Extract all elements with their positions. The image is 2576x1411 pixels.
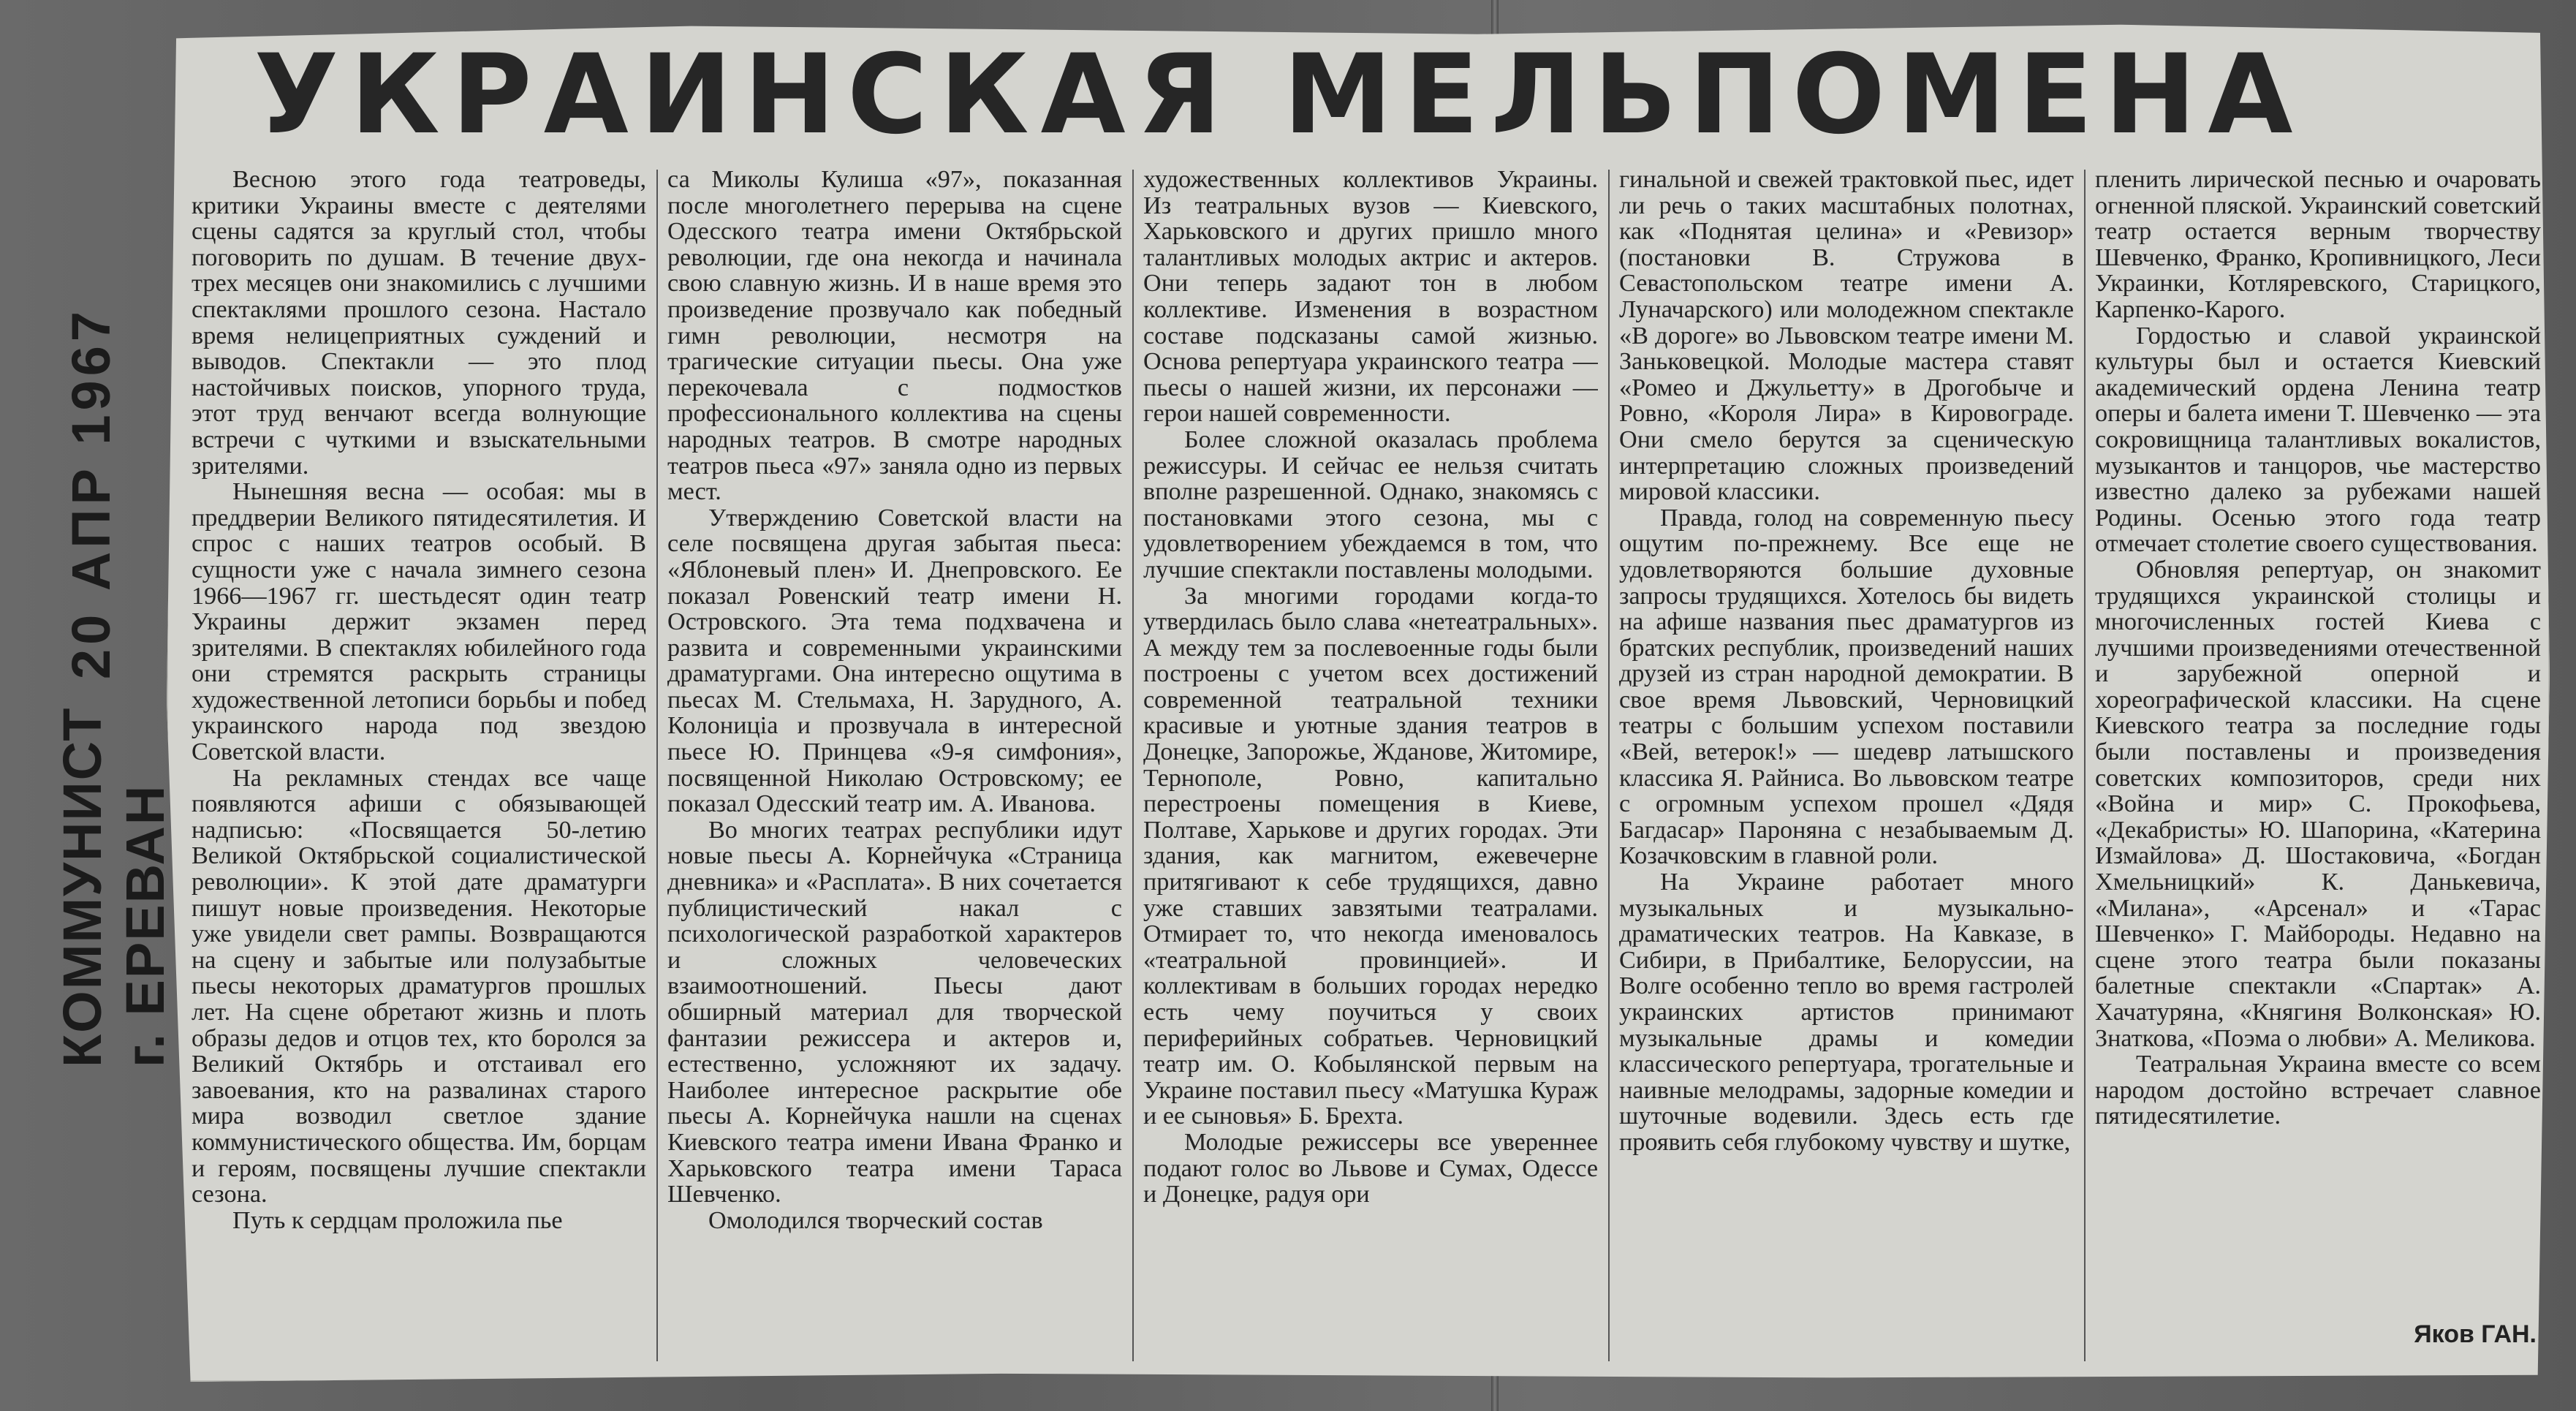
paragraph: художественных коллективов Украины. Из театральных вузов — Киевского, Харьковского и других пришло много талантливых молодых актрис и актеров. Они теперь задают тон в любом коллективе. Изменения в возрастном составе подсказаны самой жизнью. Основа репертуара украинского театра — пьесы о нашей жизни, их персонажи — герои нашей современности. [1143,167,1598,428]
paragraph: Правда, голод на современную пьесу ощутим по-прежнему. Все еще не удовлетворяются большие духовные запросы трудящихся. Хотелось бы видеть на афише названия пьес драматургов из братских республик, произведений наших друзей из стран народной демократии. В свое время Львовский, Черновицкий театры с большим успехом поставили «Вей, ветерок!» — шедевр латышского классика Я. Райниса. Во львовском театре с огромным успехом прошел «Дядя Багдасар» Пароняна с незабываемым Д. Козачковским в главной роли. [1619,504,2074,870]
paragraph: За многими городами когда-то утвердилась было слава «нетеатральных». А между тем за послевоенные годы были построены с учетом всех достижений современной театральной техники красивые и уютные здания театров в Донецке, Запорожье, Жданове, Житомире, Тернополе, Ровно, капитально перестроены помещения в Киеве, Полтаве, Харькове и других городах. Эти здания, как магнитом, ежевечерне притягивают к себе трудящихся, давно уже ставших завзятыми театралами. Отмирает то, что некогда именовалось «театральной провинцией». И коллективам в больших городах нередко есть чему поучиться у своих периферийных собратьев. Черновицкий театр им. О. Кобылянской первым на Украине поставил пьесу «Матушка Кураж и ее сыновья» Б. Брехта. [1143,582,1598,1130]
paragraph: пленить лирической песнью и очаровать огненной пляской. Украинский советский театр остается верным творчеству Шевченко, Франко, Кропивницкого, Леси Украинки, Котляревского, Старицкого, Карпенко-Карого. [2095,167,2541,323]
paragraph: Более сложной оказалась проблема режиссуры. И сейчас ее нельзя считать вполне разрешенной. Однако, знакомясь с постановками этого сезона, мы с удовлетворением убеждаемся в том, что лучшие спектакли поставлены молодыми. [1143,425,1598,583]
paragraph: Омолодился творческий состав [708,1206,1043,1234]
paragraph: Нынешняя весна — особая: мы в преддверии Великого пятидесятилетия. И спрос с наших театров особый. В сущности уже с начала зимнего сезона 1966—1967 гг. шестьдесят один театр Украины держит экзамен перед зрителями. В спектаклях юбилейного года они стремятся раскрыть страницы художественной летописи борьбы и побед украинского народа под звездою Советской власти. [192,478,646,766]
text-column-2 [667,167,1122,1366]
paragraph: Утверждению Советской власти на селе посвящена другая забытая пьеса: «Яблоневый плен» И. Днепровского. Ее показал Ровенский театр имени Н. Островского. Эта тема подхвачена и развита и современными украинскими драматургами. Она интересно ощутима в пьесах М. Стельмаха, Н. Зарудного, А. Колониціа и прозвучала в интересной пьесе Ю. Принцева «9-я симфония», посвященной Николаю Островскому; ее показал Одесский театр им. А. Иванова. [667,504,1122,818]
paragraph: са Миколы Кулиша «97», показанная после многолетнего перерыва на сцене Одесского театра имени Октябрьской революции, где она некогда и начинала свою славную жизнь. И в наше время это произведение прозвучало как победный гимн революции, несмотря на трагические ситуации пьесы. Она уже перекочевала с подмостков профессионального коллектива на сцены народных театров. В смотре народных театров пьеса «97» заняла одно из первых мест. [667,167,1122,506]
text-column-4 [1619,167,2074,1366]
paragraph: Гордостью и славой украинской культуры был и остается Киевский академический ордена Ленина театр оперы и балета имени Т. Шевченко — эта сокровищница талантливых вокалистов, музыкантов и танцоров, чье мастерство известно далеко за рубежами нашей Родины. Осенью этого года театр отмечает столетие своего существования. [2095,322,2541,558]
date-stamp: 20 АПР 1967 [61,307,121,680]
newspaper-stamp: КОММУНИСТ г. ЕРЕВАН [52,706,175,1067]
column-divider [2084,170,2086,1361]
column-divider [1608,170,1610,1361]
column-divider [1132,170,1134,1361]
article-body [192,167,2541,1366]
paragraph: Путь к сердцам проложила пье [232,1206,563,1234]
paragraph: На рекламных стендах все чаще появляются афиши с обязывающей надписью: «Посвящается 50-летию Великой Октябрьской социалистической революции». К этой дате драматурги пишут новые произведения. Некоторые уже увидели свет рампы. Возвращаются на сцену и забытые или полузабытые пьесы некоторых драматургов прошлых лет. На сцене обретают жизнь и плоть образы дедов и отцов тех, кто боролся за Великий Октябрь и отстаивал его завоевания, кто на развалинах старого мира возводил светлое здание коммунистического общества. Им, борцам и героям, посвящены лучшие спектакли сезона. [192,764,646,1208]
paragraph: Обновляя репертуар, он знакомит трудящихся украинской столицы и многочисленных гостей Киева с лучшими произведениями отечественной и зарубежной оперной и хореографической классики. На сцене Киевского театра за последние годы были поставлены и произведения советских композиторов, среди них «Война и мир» С. Прокофьева, «Декабристы» Ю. Шапорина, «Катерина Измайлова» Д. Шостаковича, «Богдан Хмельницкий» К. Данькевича, «Милана», «Арсенал» и «Тарас Шевченко» Г. Майбороды. Недавно на сцене этого театра были показаны балетные спектакли «Спартак» А. Хачатуряна, «Княгиня Волконская» Ю. Знаткова, «Поэма о любви» А. Меликова. [2095,556,2541,1052]
paragraph: Во многих театрах республики идут новые пьесы А. Корнейчука «Страница дневника» и «Расплата». В них сочетается публицистический накал с психологической разработкой характеров и сложных человеческих взаимоотношений. Пьесы дают обширный материал для творческой фантазии режиссера и актеров и, естественно, усложняют их задачу. Наиболее интересное раскрытие обе пьесы А. Корнейчука нашли на сценах Киевского театра имени Ивана Франко и Харьковского театра имени Тараса Шевченко. [667,816,1122,1208]
author-signature: Яков ГАН. [2414,1320,2537,1348]
text-column-1 [192,167,646,1366]
column-divider [656,170,658,1361]
paragraph: гинальной и свежей трактовкой пьес, идет ли речь о таких масштабных полотнах, как «Поднятая целина» и «Ревизор» (постановки В. Стружова в Севастопольском театре имени А. Луначарского) или молодежном спектакле «В дороге» во Львовском театре имени М. Заньковецкой. Молодые мастера ставят «Ромео и Джульетту» в Дрогобыче и Ровно, «Короля Лира» в Кировограде. Они смело берутся за сценическую интерпретацию сложных произведений мировой классики. [1619,167,2074,506]
paragraph: Молодые режиссеры все увереннее подают голос во Львове и Сумах, Одессе и Донецке, радуя ори [1143,1128,1598,1208]
text-column-3 [1143,167,1598,1366]
article-headline: УКРАИНСКАЯ МЕЛЬПОМЕНА [254,31,2305,159]
paragraph: Театральная Украина вместе со всем народом достойно встречает славное пятидесятилетие. [2095,1051,2541,1130]
paragraph: Весною этого года театроведы, критики Украины вместе с деятелями сцены садятся за круглый стол, чтобы поговорить по душам. В течение двух-трех месяцев они знакомились с лучшими спектаклями прошлого сезона. Настало время нелицеприятных суждений и выводов. Спектакли — это плод настойчивых поисков, упорного труда, этот труд венчают всегда волнующие встречи с чуткими и взыскательными зрителями. [192,167,646,480]
text-column-5 [2095,167,2541,1366]
paragraph: На Украине работает много музыкальных и музыкально-драматических театров. На Кавказе, в Сибири, в Прибалтике, Белоруссии, на Волге особенно тепло во время гастролей украинских артистов принимают музыкальные драмы и комедии классического репертуара, трогательные и наивные мелодрамы, задорные комедии и шуточные водевили. Здесь есть где проявить себя глубокому чувству и шутке, [1619,869,2074,1156]
